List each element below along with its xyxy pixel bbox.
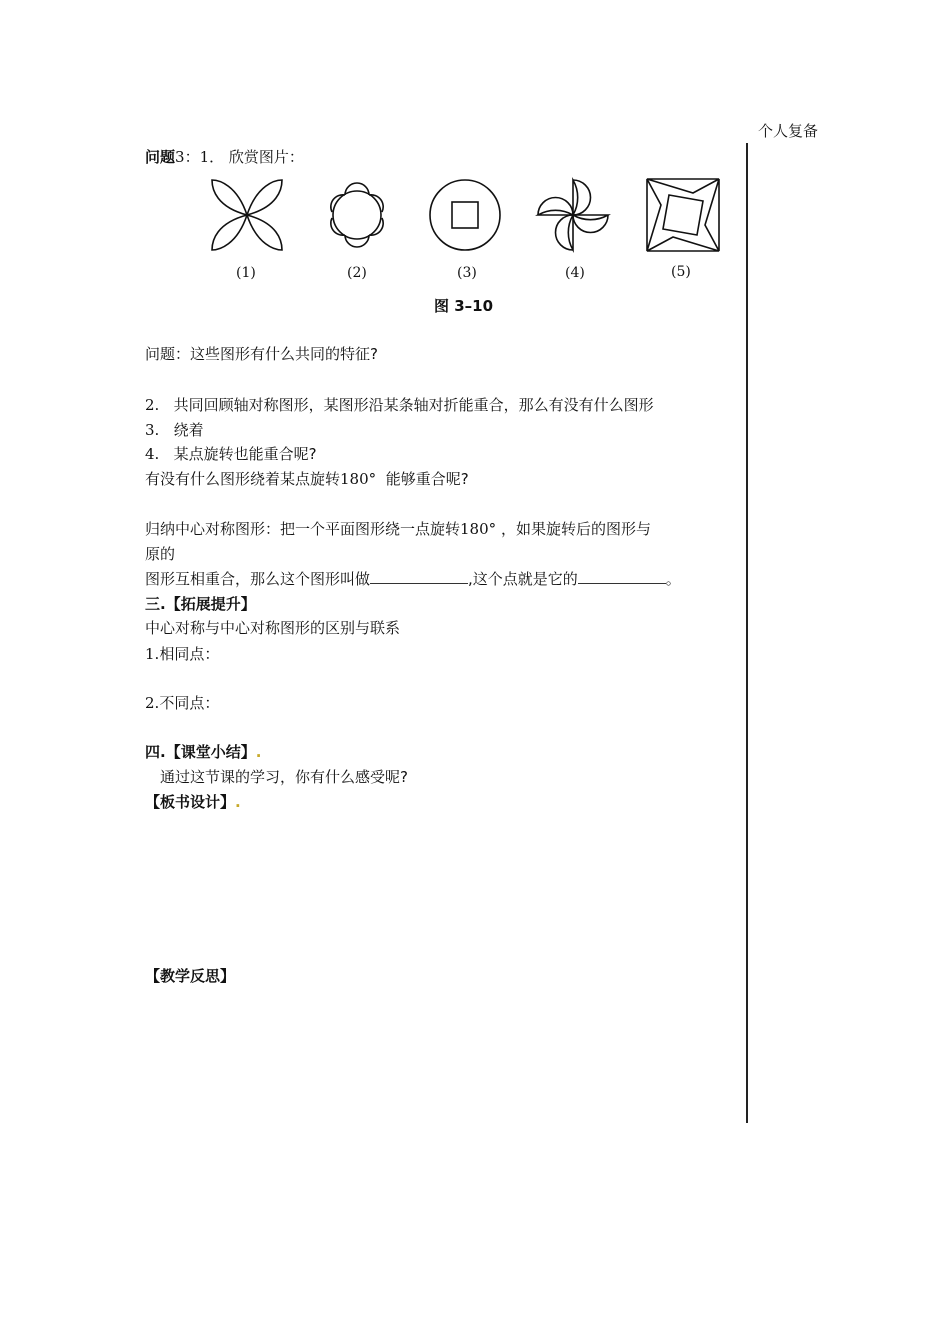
teaching-reflection-heading: 【教学反思】 (145, 967, 236, 985)
section-4-heading (145, 741, 261, 762)
list-text: 共同回顾轴对称图形，某图形沿某条轴对折能重合，那么有没有什么图形 (173, 396, 654, 414)
board-design-title: 【板书设计】 (145, 793, 236, 811)
board-design-heading (145, 791, 241, 812)
figure-label-4: (4) (565, 265, 585, 281)
four-petal-icon (212, 180, 282, 250)
definition-line-3 (145, 568, 681, 589)
rotate-text-end: 能够重合呢? (385, 470, 469, 488)
list-item (145, 443, 317, 464)
section-3-subtitle: 中心对称与中心对称图形的区别与联系 (145, 619, 401, 637)
figure-label-5: (5) (671, 264, 691, 280)
question-3-heading (145, 146, 304, 167)
definition-line-2: 原的 (145, 545, 176, 563)
definition-line-1 (145, 518, 651, 539)
list-item (145, 394, 654, 415)
definition-period: 。 (665, 570, 681, 588)
same-number: 1. (145, 645, 160, 663)
diff-label: 不同点： (159, 694, 220, 712)
definition-text-end: ，如果旋转后的图形与 (500, 520, 651, 538)
definition-text-mid: ,这个点就是它的 (468, 570, 578, 588)
flower-icon (331, 183, 383, 247)
answer-blank-1[interactable] (370, 569, 468, 584)
figure-label-2: (2) (347, 265, 367, 281)
triangles-square-icon (647, 179, 719, 251)
figure-label-1: (1) (236, 265, 256, 281)
question-item: ：1． (184, 148, 225, 166)
margin-note: 个人复备 (758, 122, 819, 140)
section-3-heading: 三.【拓展提升】 (145, 595, 256, 613)
answer-blank-2[interactable] (578, 569, 666, 584)
question-line: 问题：这些图形有什么共同的特征? (145, 345, 378, 363)
rotate-question (145, 468, 469, 489)
definition-text: 图形互相重合，那么这个图形叫做 (145, 570, 371, 588)
rotate-degrees: 180° (340, 470, 377, 488)
pinwheel-icon (538, 180, 608, 250)
dot-mark: . (235, 793, 241, 811)
diff-number: 2. (145, 694, 160, 712)
margin-divider (746, 143, 748, 1123)
figure-3-10 (195, 170, 735, 270)
different-points (145, 692, 219, 713)
list-text: 某点旋转也能重合呢? (173, 445, 317, 463)
list-number: 4. (145, 445, 160, 463)
figure-label-3: (3) (457, 265, 477, 281)
question-number: 3 (175, 148, 185, 166)
summary-question: 通过这节课的学习，你有什么感受呢? (160, 768, 408, 786)
rotate-text: 有没有什么图形绕着某点旋转 (145, 470, 341, 488)
section-4-title: 四.【课堂小结】 (145, 743, 256, 761)
same-points (145, 643, 219, 664)
question-label: 问题 (145, 148, 176, 166)
definition-degrees: 180° (460, 520, 497, 538)
question-text: 欣赏图片： (228, 148, 304, 166)
definition-text: 归纳中心对称图形：把一个平面图形绕一点旋转 (145, 520, 461, 538)
list-text: 绕着 (173, 421, 204, 439)
dot-mark: . (255, 743, 262, 761)
figure-caption: 图 3–10 (434, 297, 494, 315)
square-in-circle-icon (430, 180, 500, 250)
list-number: 2. (145, 396, 160, 414)
list-number: 3. (145, 421, 160, 439)
list-item (145, 419, 204, 440)
same-label: 相同点： (159, 645, 220, 663)
